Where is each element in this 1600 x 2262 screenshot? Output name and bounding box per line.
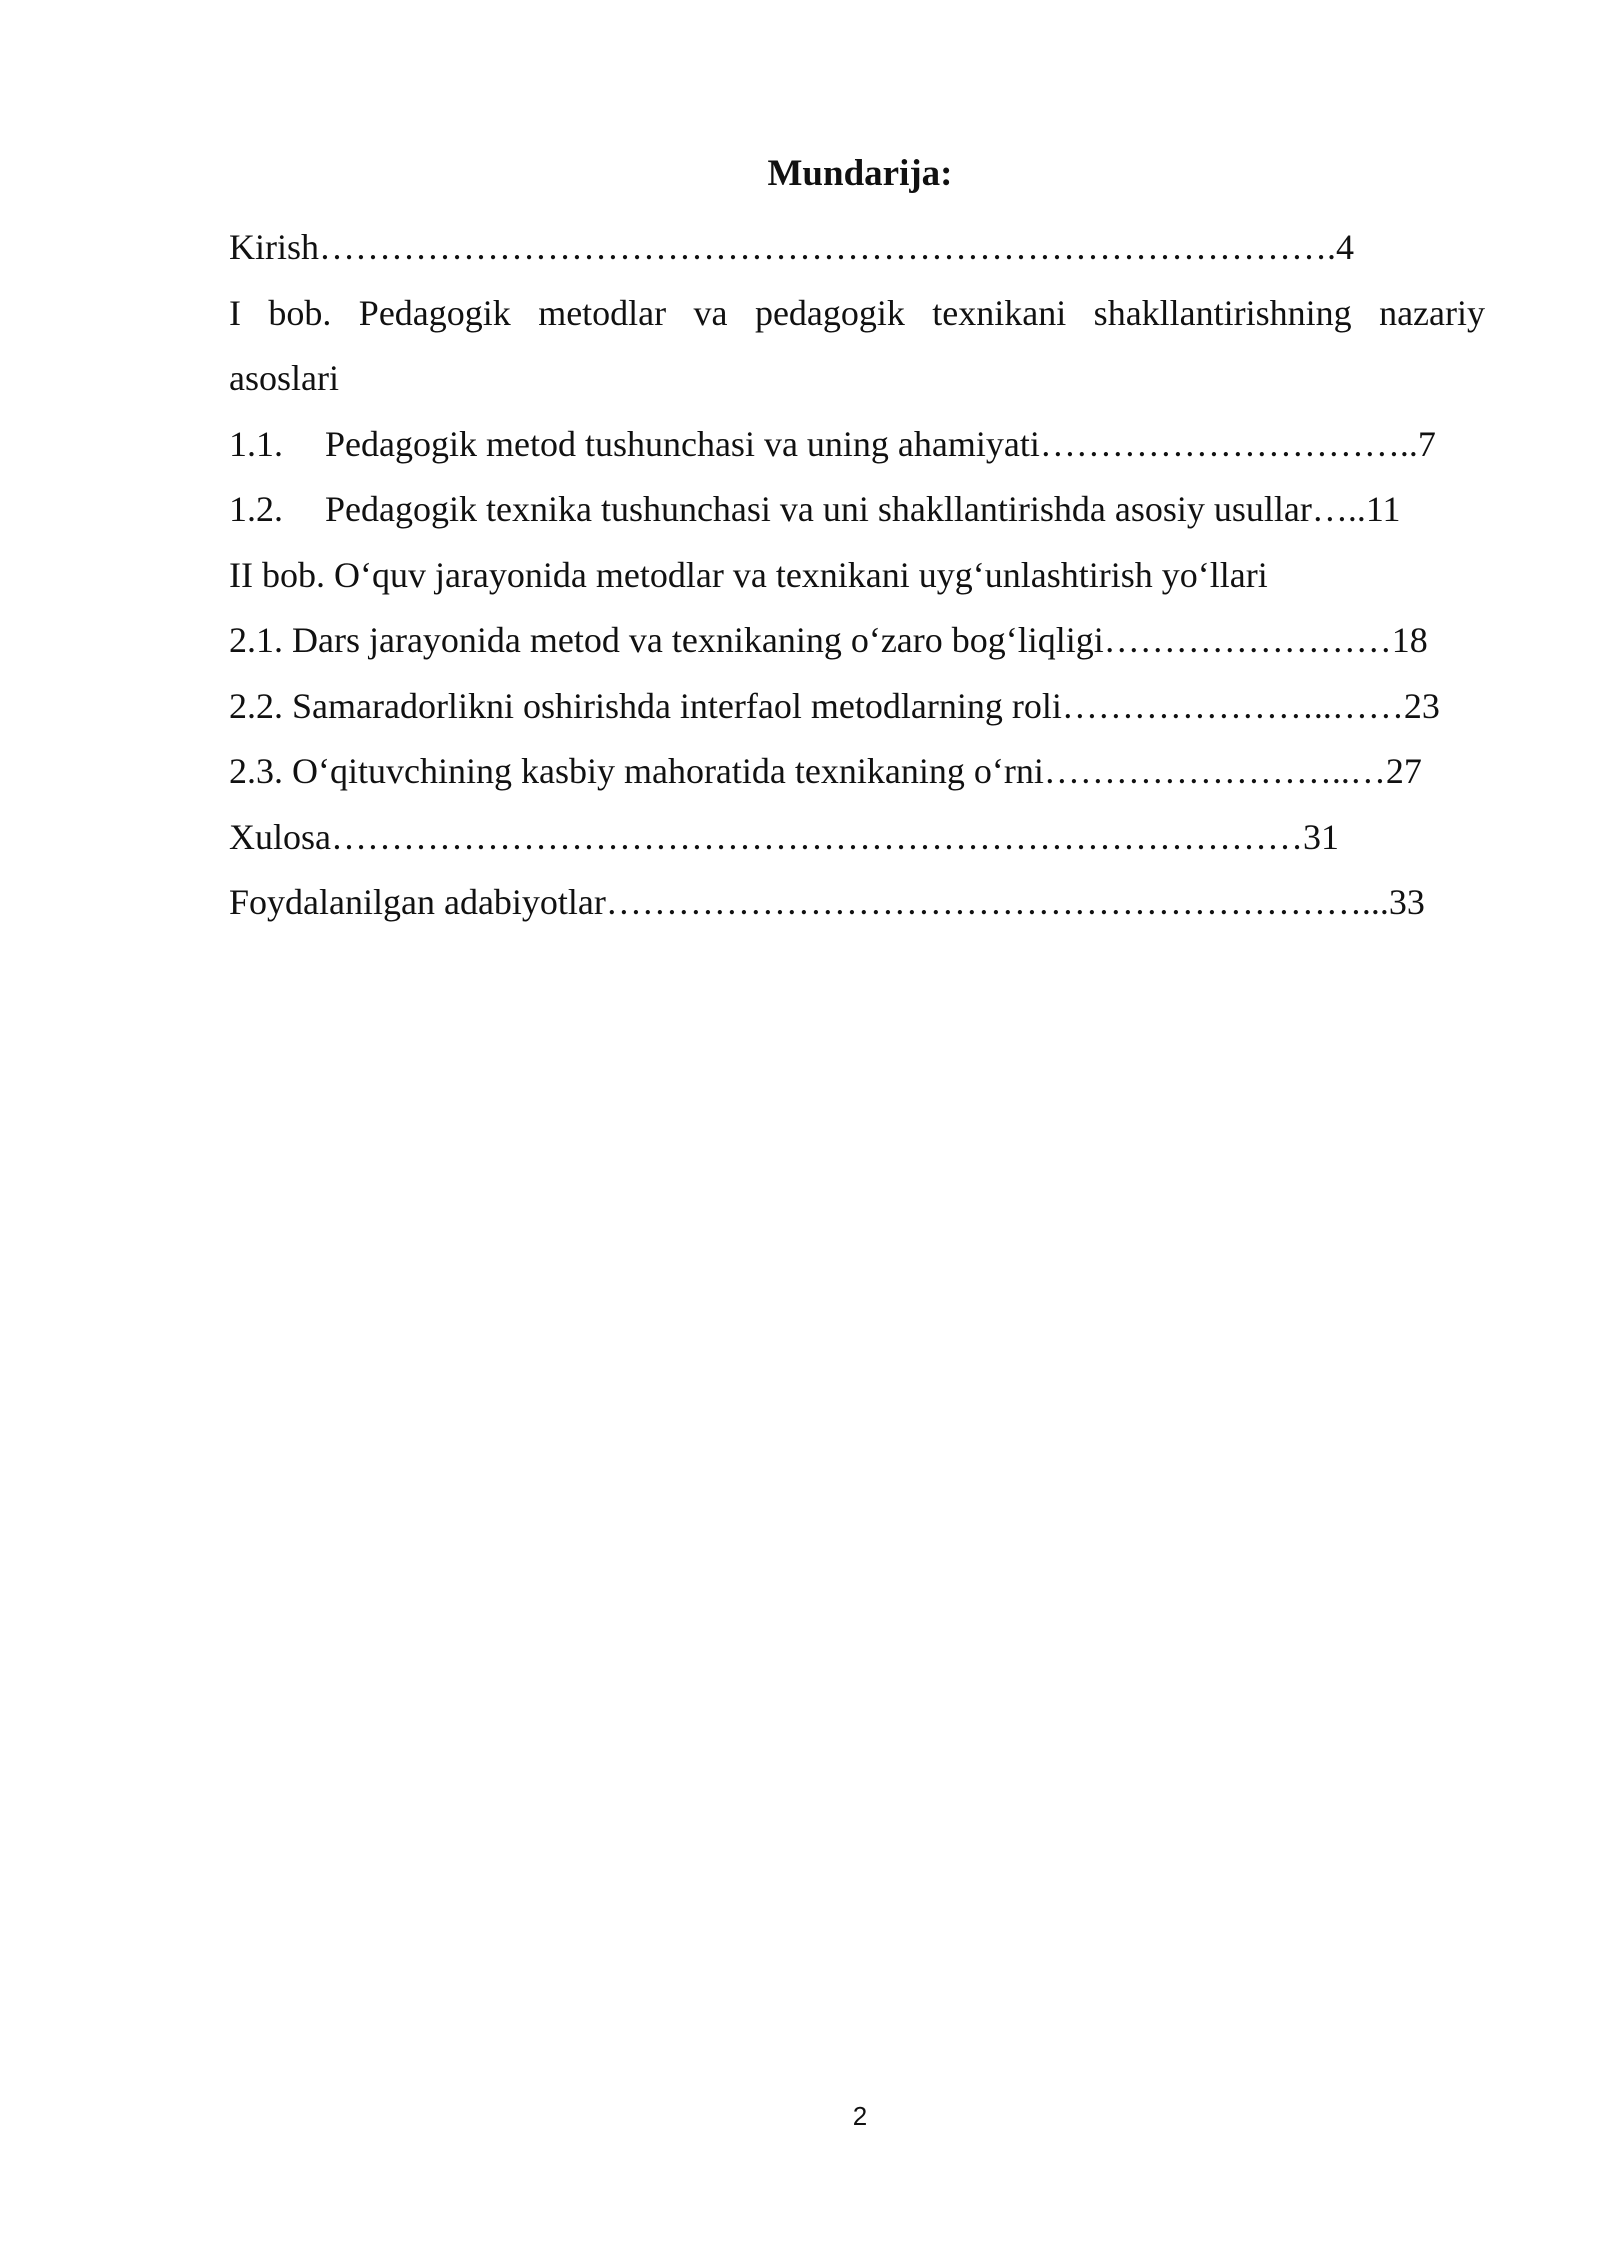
toc-entry-text: Pedagogik texnika tushunchasi va uni shakllantirishda asosiy usullar…..11 — [325, 489, 1401, 529]
toc-entry-section-1-1 — [229, 412, 1485, 478]
toc-entry-number: 1.2. — [229, 489, 283, 529]
toc-entry-chapter-1 — [229, 281, 1485, 347]
toc-entry-section-1-2 — [229, 477, 1485, 543]
toc-title: Mundarija: — [767, 153, 953, 194]
toc-entry-section-2-3 — [229, 739, 1485, 805]
toc-entry-references — [229, 870, 1485, 936]
toc-entry-text: 2.3. O‘qituvchining kasbiy mahoratida texnikaning o‘rni……………………..…27 — [229, 751, 1422, 791]
toc-entry-section-2-2 — [229, 674, 1485, 740]
table-of-contents — [229, 215, 1485, 936]
toc-entry-text: II bob. O‘quv jarayonida metodlar va texnikani uyg‘unlashtirish yo‘llari — [229, 554, 1268, 595]
toc-entry-text: 2.1. Dars jarayonida metod va texnikaning o‘zaro bog‘liqligi……………………18 — [229, 620, 1428, 660]
toc-entry-number: 1.1. — [229, 423, 283, 464]
toc-entry-text: Xulosa………………………………………………………………………31 — [229, 816, 1339, 857]
page-number: 2 — [852, 2101, 868, 2131]
toc-entry-introduction — [229, 215, 1485, 281]
toc-entry-section-2-1 — [229, 608, 1485, 674]
toc-entry-text: 2.2. Samaradorlikni oshirishda interfaol metodlarning roli…………………..……23 — [229, 685, 1440, 726]
toc-entry-text: Kirish………………………………………………………………………….4 — [229, 227, 1354, 267]
toc-entry-text: I bob. Pedagogik metodlar va pedagogik texnikani shakllantirishning nazariy — [229, 292, 1485, 333]
toc-entry-text: asoslari — [229, 358, 339, 398]
toc-entry-chapter-2 — [229, 543, 1485, 609]
toc-entry-text: Foydalanilgan adabiyotlar………………………………………………………...33 — [229, 882, 1425, 922]
toc-entry-chapter-1-continued — [229, 346, 1485, 412]
toc-entry-conclusion — [229, 805, 1485, 871]
toc-entry-text: Pedagogik metod tushunchasi va uning ahamiyati…………………………..7 — [325, 423, 1436, 464]
